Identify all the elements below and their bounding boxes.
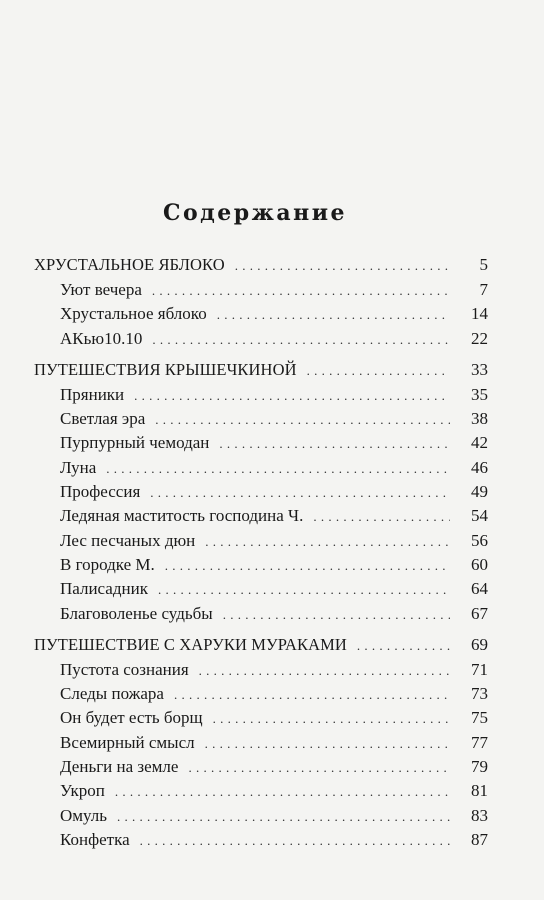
entry-title: Светлая эра	[60, 409, 146, 429]
page-number: 73	[471, 684, 488, 704]
dot-leader	[217, 303, 450, 327]
toc-section-heading[interactable]	[34, 253, 488, 278]
dot-leader	[205, 732, 450, 756]
page-number: 81	[471, 781, 488, 801]
toc-entry[interactable]	[34, 431, 488, 455]
entry-title: Благоволенье судьбы	[60, 603, 213, 623]
dot-leader	[235, 254, 450, 278]
toc-section-heading[interactable]	[34, 358, 488, 383]
dot-leader	[155, 408, 450, 432]
toc-entry[interactable]	[34, 302, 488, 326]
toc-entry[interactable]	[34, 327, 488, 351]
page-number: 64	[471, 579, 488, 599]
entry-title: Пурпурный чемодан	[60, 433, 210, 453]
dot-leader	[174, 683, 450, 707]
toc-entry[interactable]	[34, 658, 488, 682]
page-number: 33	[471, 359, 488, 379]
dot-leader	[205, 530, 450, 554]
dot-leader	[199, 659, 450, 683]
page-number: 79	[471, 757, 488, 777]
page-number: 54	[471, 506, 488, 526]
entry-title: Он будет есть борщ	[60, 708, 203, 728]
page-number: 46	[471, 457, 488, 477]
dot-leader	[106, 457, 450, 481]
page-number: 71	[471, 659, 488, 679]
entry-title: Луна	[60, 457, 97, 477]
page-number: 7	[479, 280, 488, 299]
dot-leader	[165, 554, 450, 578]
page-number: 38	[471, 409, 488, 429]
entry-title: В городке М.	[60, 554, 155, 574]
page-number: 75	[471, 708, 488, 728]
dot-leader	[152, 279, 450, 303]
entry-title: Пряники	[60, 384, 125, 404]
page-number: 87	[471, 829, 488, 849]
toc-entry[interactable]	[34, 731, 488, 755]
dot-leader	[115, 780, 450, 804]
entry-title: АКью10.10	[60, 328, 143, 348]
page-number: 67	[471, 603, 488, 623]
dot-leader	[307, 359, 450, 383]
entry-title: Следы пожара	[60, 684, 164, 704]
toc-entry[interactable]	[34, 828, 488, 852]
toc-entry[interactable]	[34, 577, 488, 601]
page-number: 77	[471, 732, 488, 752]
dot-leader	[140, 829, 450, 853]
section-title: ПУТЕШЕСТВИЯ КРЫШЕЧКИНОЙ	[34, 359, 297, 379]
entry-title: Палисадник	[60, 579, 148, 599]
toc-section	[34, 633, 488, 852]
page-number: 42	[471, 433, 488, 453]
page-title: Содержание	[162, 200, 348, 226]
entry-title: Пустота сознания	[60, 659, 189, 679]
page-number: 69	[471, 634, 488, 654]
dot-leader	[117, 805, 450, 829]
toc-entry[interactable]	[34, 456, 488, 480]
entry-title: Уют вечера	[60, 280, 142, 299]
toc-entry[interactable]	[34, 804, 488, 828]
entry-title: Омуль	[60, 805, 108, 825]
entry-title: Всемирный смысл	[60, 732, 195, 752]
dot-leader	[188, 756, 450, 780]
section-title: ХРУСТАЛЬНОЕ ЯБЛОКО	[34, 255, 225, 274]
page-number: 5	[479, 255, 488, 274]
toc-entry[interactable]	[34, 529, 488, 553]
entry-title: Конфетка	[60, 829, 130, 849]
toc-entry[interactable]	[34, 278, 488, 302]
page-number: 14	[471, 304, 488, 324]
dot-leader	[219, 432, 450, 456]
toc-entry[interactable]	[34, 553, 488, 577]
toc-section-heading[interactable]	[34, 633, 488, 658]
page-number: 22	[471, 328, 488, 348]
entry-title: Лес песчаных дюн	[60, 530, 196, 550]
page-number: 83	[471, 805, 488, 825]
dot-leader	[357, 634, 450, 658]
entry-title: Хрустальное яблоко	[60, 304, 207, 324]
dot-leader	[150, 481, 450, 505]
toc-section	[34, 358, 488, 626]
toc-entry[interactable]	[34, 755, 488, 779]
page-number: 49	[471, 482, 488, 502]
dot-leader	[152, 328, 450, 352]
toc-section	[34, 253, 488, 351]
entry-title: Деньги на земле	[60, 757, 179, 777]
dot-leader	[223, 603, 450, 627]
toc-entry[interactable]	[34, 407, 488, 431]
dot-leader	[313, 505, 450, 529]
table-of-contents	[34, 253, 488, 852]
toc-entry[interactable]	[34, 480, 488, 504]
toc-entry[interactable]	[34, 504, 488, 528]
dot-leader	[158, 578, 450, 602]
entry-title: Ледяная маститость господина Ч.	[60, 506, 304, 526]
page-number: 60	[471, 554, 488, 574]
section-title: ПУТЕШЕСТВИЕ С ХАРУКИ МУРАКАМИ	[34, 634, 347, 654]
toc-entry[interactable]	[34, 682, 488, 706]
page-number: 56	[471, 530, 488, 550]
page-number: 35	[471, 384, 488, 404]
dot-leader	[134, 384, 450, 408]
entry-title: Укроп	[60, 781, 105, 801]
dot-leader	[213, 707, 450, 731]
toc-entry[interactable]	[34, 383, 488, 407]
toc-entry[interactable]	[34, 602, 488, 626]
entry-title: Профессия	[60, 482, 141, 502]
toc-entry[interactable]	[34, 779, 488, 803]
toc-entry[interactable]	[34, 706, 488, 730]
